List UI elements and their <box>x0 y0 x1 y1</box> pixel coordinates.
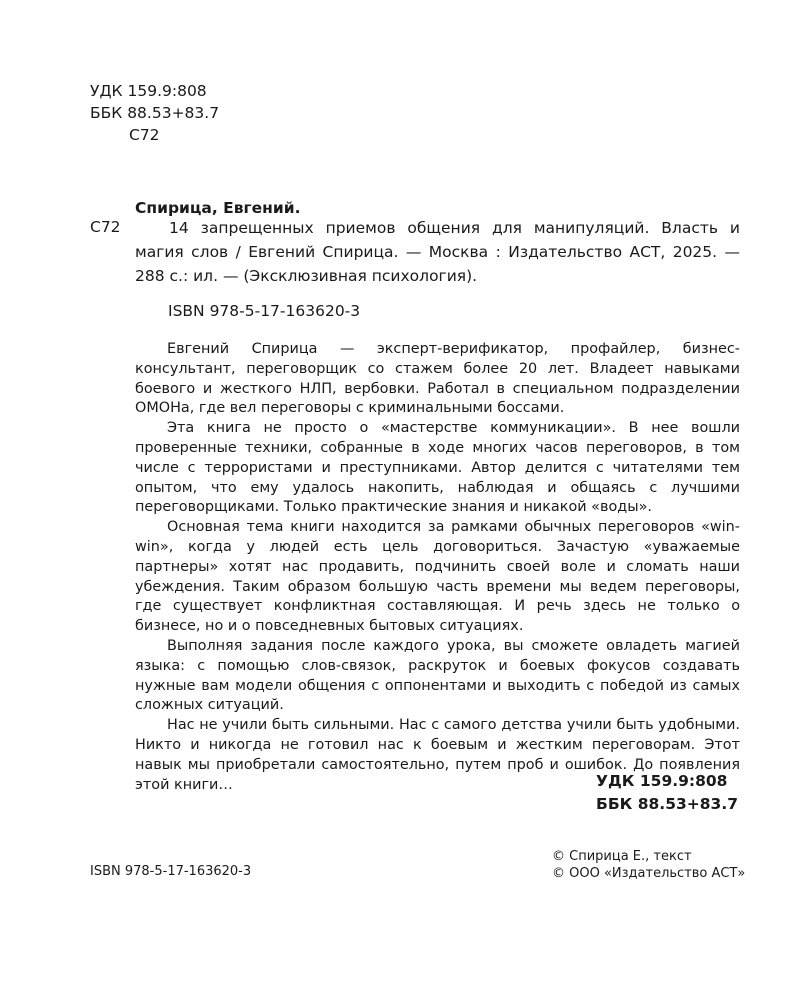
annotation-paragraph: Евгений Спирица — эксперт-верификатор, профайлер, бизнес-консультант, переговорщик со стажем более 20 лет. Владеет навыками боевого и жесткого НЛП, вербовки. Работал в специальном подразделении ОМОНа, где вел переговоры с криминальными боссами. <box>135 341 740 417</box>
bbk-code: ББК 88.53+83.7 <box>90 104 220 122</box>
footer-bbk: ББК 88.53+83.7 <box>596 795 738 813</box>
footer-isbn: ISBN 978-5-17-163620-3 <box>90 864 252 879</box>
annotation-paragraph: Нас не учили быть сильными. Нас с самого детства учили быть удобными. Никто и никогда не готовил нас к боевым и жестким переговорам. Этот навык мы приобретали самостоятельно, путем проб и ошибок. До появления этой книги… <box>135 717 740 793</box>
copyright-publisher: © ООО «Издательство АСТ» <box>552 866 746 881</box>
footer-udk: УДК 159.9:808 <box>596 772 728 790</box>
description-text: 14 запрещенных приемов общения для манипуляций. Власть и магия слов / Евгений Спирица. — Москва : Издательство АСТ, 2025. — 288 с.: ил. — (Эксклюзивная психология). <box>135 219 740 285</box>
copyright-block <box>552 848 745 882</box>
annotation-paragraph: Основная тема книги находится за рамками обычных переговоров «win-win», когда у людей есть цель договориться. Зачастую «уважаемые партнеры» хотят нас продавить, подчинить своей воле и сломать наши убеждения. Таким образом большую часть времени мы ведем переговоры, где существует конфликтная составляющая. И речь здесь не только о бизнесе, но и о повседневных бытовых ситуациях. <box>135 519 740 635</box>
copyright-author: © Спирица Е., текст <box>552 849 692 864</box>
annotation <box>135 340 740 795</box>
annotation-paragraph: Эта книга не просто о «мастерстве коммуникации». В нее вошли проверенные техники, собранные в ходе многих часов переговоров, в том числе с террористами и преступниками. Автор делится с читателями тем опытом, что ему удалось накопить, наблюдая и общаясь с лучшими переговорщиками. Только практические знания и никакой «воды». <box>135 420 740 516</box>
author-name: Спирица, Евгений. <box>135 199 301 217</box>
isbn-record: ISBN 978-5-17-163620-3 <box>168 302 361 320</box>
annotation-paragraph: Выполняя задания после каждого урока, вы сможете овладеть магией языка: с помощью слов-связок, раскруток и боевых фокусов создавать нужные вам модели общения с оппонентами и выходить с победой из самых сложных ситуаций. <box>135 637 740 714</box>
author-sign: С72 <box>129 126 160 144</box>
udk-code: УДК 159.9:808 <box>90 82 207 100</box>
footer-codes <box>596 770 738 816</box>
bibliographic-description <box>135 216 740 288</box>
record-author-sign: С72 <box>90 218 121 236</box>
